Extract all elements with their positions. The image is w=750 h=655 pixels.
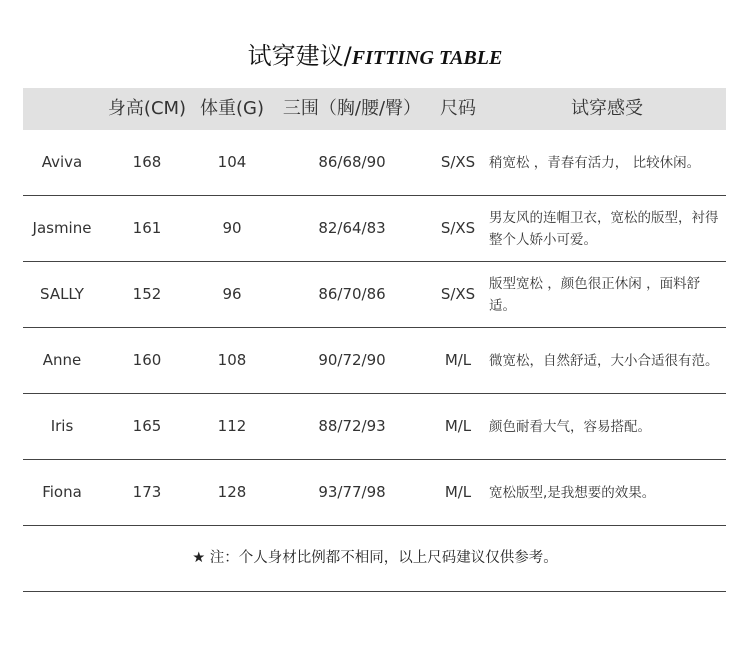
size-note: ★ 注：个人身材比例都不相同，以上尺码建议仅供参考。 [192, 550, 558, 566]
table-header [23, 88, 726, 130]
table-row [23, 460, 726, 526]
row-height: 152 [132, 285, 162, 303]
header-weight: 体重(G) [200, 98, 264, 119]
row-weight: 108 [217, 351, 247, 369]
row-name: Fiona [42, 483, 82, 501]
row-name: Anne [42, 351, 82, 369]
row-measurements: 82/64/83 [318, 219, 386, 237]
table-row [23, 130, 726, 196]
row-size: S/XS [440, 285, 476, 303]
row-comment: 男友风的连帽卫衣，宽松的版型，衬得整个人娇小可爱。 [489, 209, 719, 248]
row-weight: 112 [217, 417, 247, 435]
row-size: M/L [444, 483, 472, 501]
row-measurements: 88/72/93 [318, 417, 386, 435]
table-row [23, 328, 726, 394]
table-row [23, 196, 726, 262]
row-measurements: 86/68/90 [318, 153, 386, 171]
row-height: 161 [132, 219, 162, 237]
row-comment: 稍宽松 ，青春有活力， 比较休闲。 [489, 154, 701, 171]
row-name: SALLY [40, 285, 84, 303]
row-height: 160 [132, 351, 162, 369]
row-height: 173 [132, 483, 162, 501]
row-weight: 96 [222, 285, 242, 303]
title-en: FITTING TABLE [351, 47, 503, 69]
row-size: S/XS [440, 219, 476, 237]
header-size: 尺码 [440, 98, 476, 119]
row-size: S/XS [440, 153, 476, 171]
row-comment: 宽松版型,是我想要的效果。 [489, 484, 656, 501]
row-size: M/L [444, 417, 472, 435]
row-height: 168 [132, 153, 162, 171]
title-cn: 试穿建议/ [247, 42, 352, 70]
row-measurements: 86/70/86 [318, 285, 386, 303]
row-name: Iris [50, 417, 74, 435]
row-size: M/L [444, 351, 472, 369]
row-weight: 90 [222, 219, 242, 237]
bottom-divider [23, 591, 726, 592]
row-comment: 颜色耐看大气，容易搭配。 [489, 418, 651, 435]
row-comment: 微宽松，自然舒适，大小合适很有范。 [489, 352, 719, 369]
page-title [0, 36, 750, 71]
table-row [23, 394, 726, 460]
row-weight: 128 [217, 483, 247, 501]
row-weight: 104 [217, 153, 247, 171]
header-comment: 试穿感受 [571, 98, 643, 119]
row-name: Jasmine [32, 219, 92, 237]
row-name: Aviva [41, 153, 83, 171]
row-measurements: 90/72/90 [318, 351, 386, 369]
header-height: 身高(CM) [107, 98, 187, 119]
table-row [23, 262, 726, 328]
row-measurements: 93/77/98 [318, 483, 386, 501]
header-measurements: 三围（胸/腰/臀） [282, 98, 422, 119]
row-comment: 版型宽松 ，颜色很正休闲 ，面料舒适。 [489, 275, 701, 314]
row-height: 165 [132, 417, 162, 435]
